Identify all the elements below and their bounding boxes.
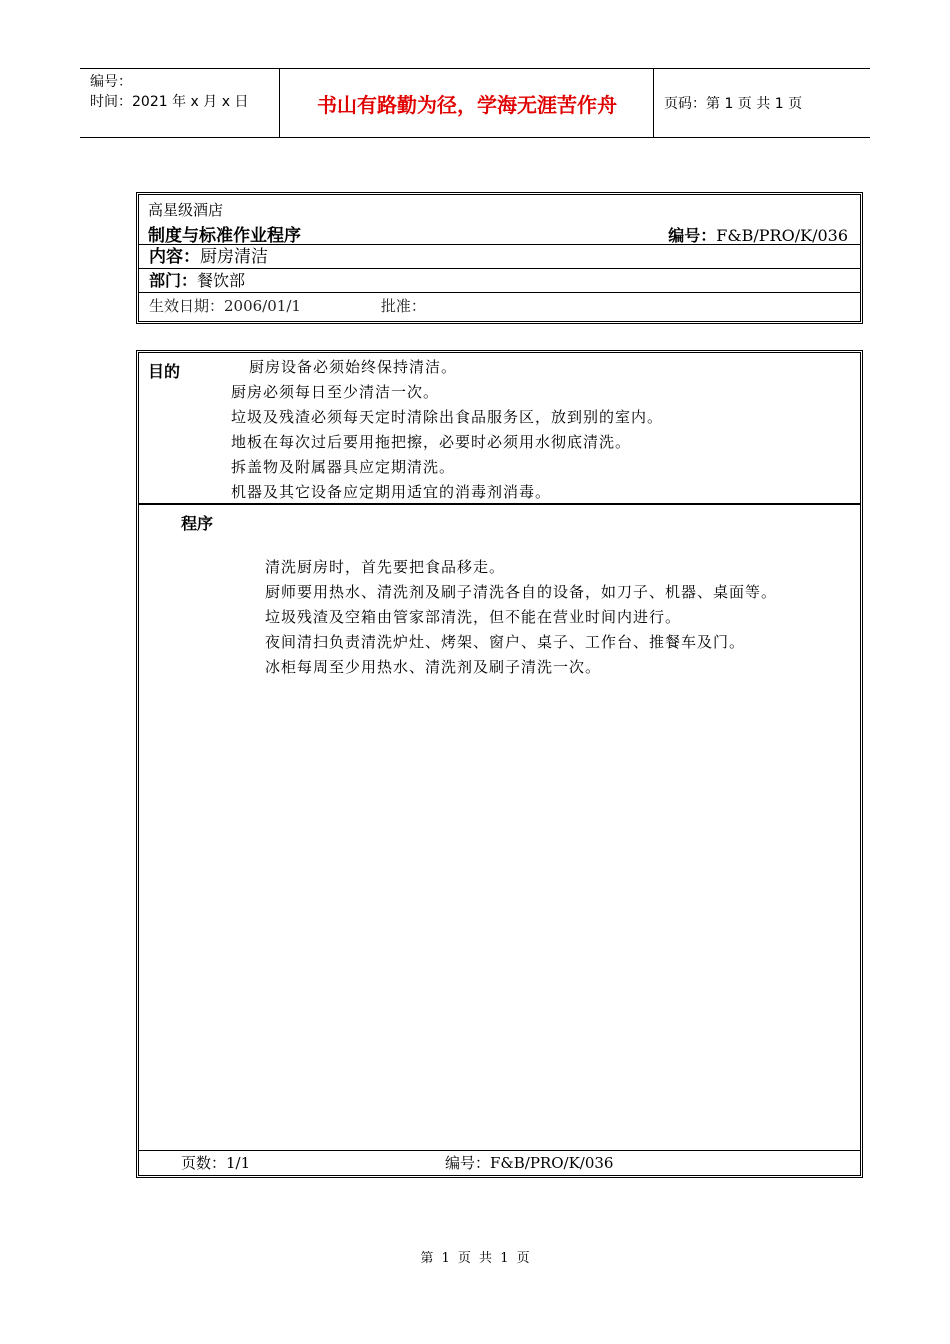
system-title: 制度与标准作业程序 — [148, 226, 301, 246]
table-footer-code: 编号：F&B/PRO/K/036 — [445, 1154, 614, 1172]
sop-info-table — [136, 192, 863, 324]
content-value: 厨房清洁 — [200, 247, 268, 267]
document-code — [668, 223, 848, 246]
info-title-row — [139, 195, 860, 245]
hotel-name: 高星级酒店 — [148, 201, 224, 219]
procedure-item: 清洗厨房时，首先要把食品移走。 — [265, 558, 506, 576]
procedure-item: 垃圾残渣及空箱由管家部清洗，但不能在营业时间内进行。 — [265, 608, 682, 626]
purpose-item: 地板在每次过后要用拖把擦，必要时必须用水彻底清洗。 — [231, 433, 632, 451]
header-motto: 书山有路勤为径，学海无涯苦作舟 — [281, 69, 654, 137]
purpose-list — [231, 355, 663, 505]
header-page-info: 页码：第 1 页 共 1 页 — [664, 96, 803, 112]
document-code-value: F&B/PRO/K/036 — [716, 226, 848, 245]
content-label: 内容： — [149, 247, 200, 267]
effective-date: 生效日期：2006/01/1 — [149, 297, 301, 315]
purpose-item: 厨房必须每日至少清洁一次。 — [231, 383, 440, 401]
document-code-label: 编号： — [668, 226, 717, 245]
header-meta — [80, 69, 280, 137]
purpose-item: 垃圾及残渣必须每天定时清除出食品服务区，放到别的室内。 — [231, 408, 664, 426]
procedure-item: 夜间清扫负责清洗炉灶、烤架、窗户、桌子、工作台、推餐车及门。 — [265, 633, 746, 651]
sop-body-table — [136, 350, 863, 1178]
document-header — [80, 68, 870, 138]
page-footer: 第 1 页 共 1 页 — [420, 1251, 530, 1266]
purpose-section — [139, 353, 860, 505]
table-footer-row — [139, 1150, 860, 1175]
header-code-label: 编号： — [90, 74, 132, 90]
table-footer-pages: 页数：1/1 — [181, 1154, 251, 1172]
procedure-item: 厨师要用热水、清洗剂及刷子清洗各自的设备，如刀子、机器、桌面等。 — [265, 583, 778, 601]
procedure-label: 程序 — [181, 514, 214, 533]
procedure-list — [265, 555, 777, 680]
info-department-row — [139, 269, 860, 293]
purpose-item: 拆盖物及附属器具应定期清洗。 — [231, 458, 456, 476]
info-effective-row — [139, 293, 860, 321]
info-content-row — [139, 245, 860, 269]
header-date: 时间：2021 年 x 月 x 日 — [90, 94, 249, 110]
purpose-item: 厨房设备必须始终保持清洁。 — [249, 358, 458, 376]
approval-label: 批准： — [380, 297, 426, 315]
procedure-item: 冰柜每周至少用热水、清洗剂及刷子清洗一次。 — [265, 658, 602, 676]
department-value: 餐饮部 — [197, 271, 246, 290]
department-label: 部门： — [149, 271, 198, 290]
purpose-label: 目的 — [148, 362, 181, 381]
purpose-item: 机器及其它设备应定期用适宜的消毒剂消毒。 — [231, 483, 552, 501]
